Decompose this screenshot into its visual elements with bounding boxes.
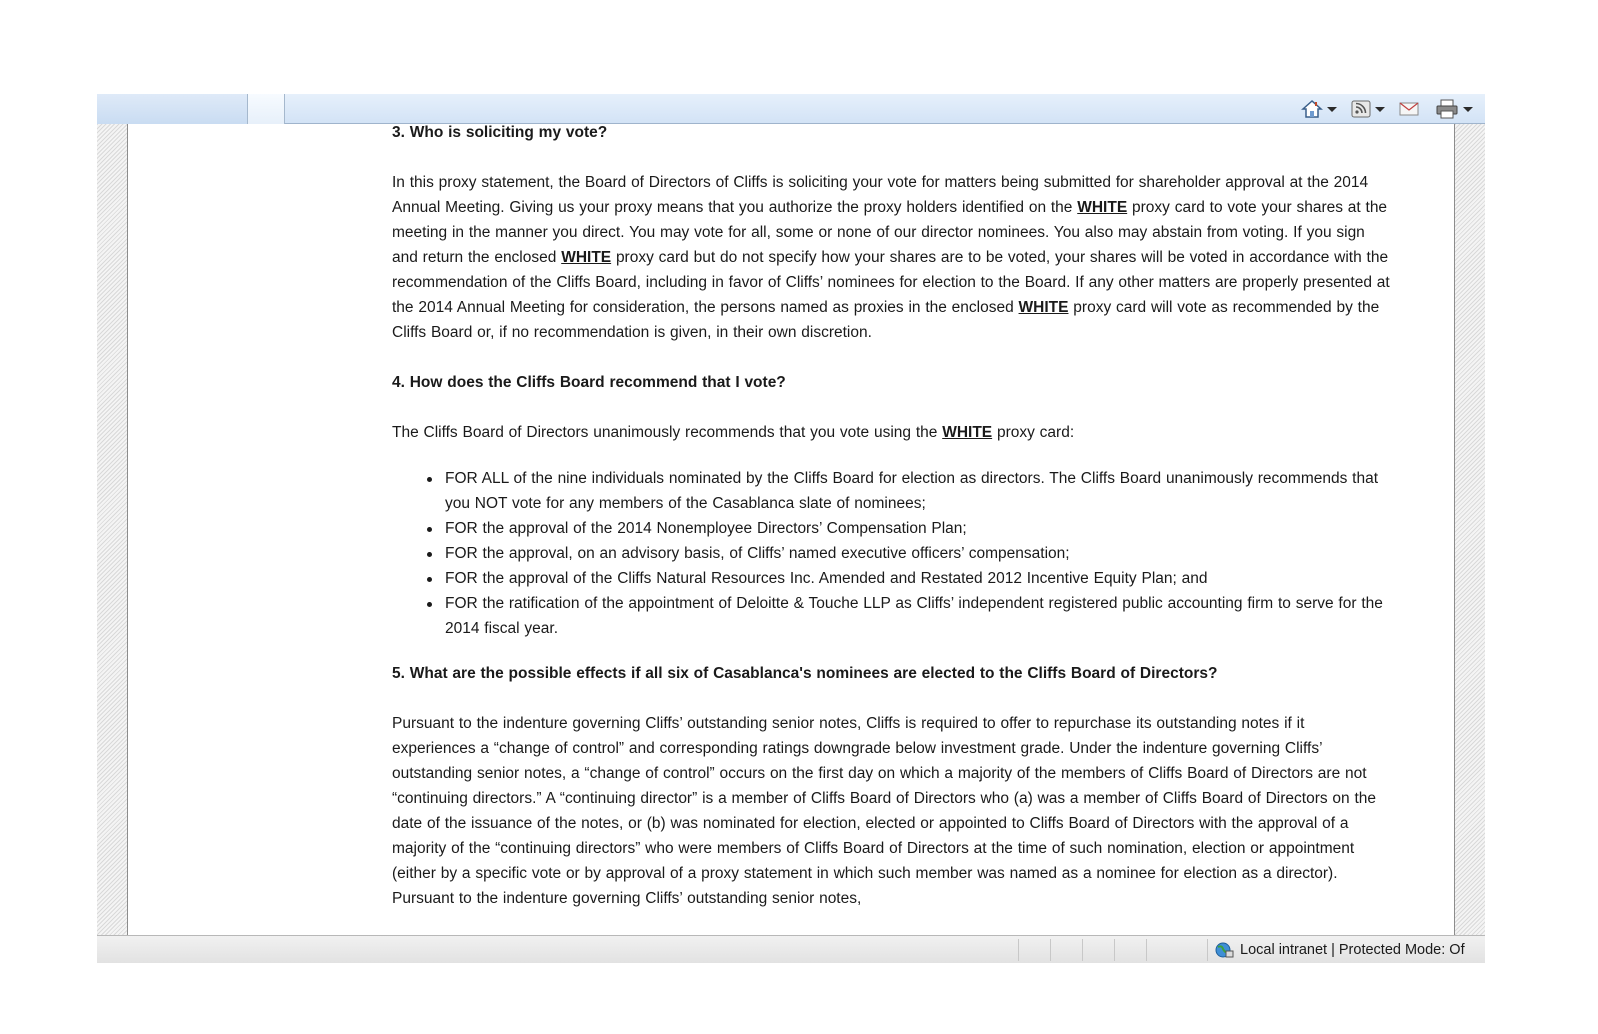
print-icon [1435,99,1459,119]
home-icon [1301,99,1323,119]
section-5-paragraph: Pursuant to the indenture governing Cliffs’ outstanding senior notes, Cliffs is required to offer to repurchase its outstanding notes if it experiences a “change of control” and corresponding ratings downgrade below investment grade. Under the indenture governing Cliffs’ outstanding senior notes, a “change of control” occurs on the first day on which a majority of the members of Cliffs Board of Directors are not “continuing directors.” A “continuing director” is a member of Cliffs Board of Directors who (a) was a member of Cliffs Board of Directors on the date of the issuance of the notes, or (b) was nominated for election, elected or appointed to Cliffs Board of Directors with the approval of a majority of the “continuing directors” who were members of Cliffs Board of Directors at the time of such nomination, election or appointment (either by a specific vote or by approval of a proxy statement in which such member was named as a nominee for election as a director). Pursuant to the indenture governing Cliffs’ outstanding senior notes, [392,715,1377,907]
text-span: proxy card will vote as recommended by the Cliffs Board or, if no recommendation is given, in their own discretion. [392,299,1380,341]
feeds-dropdown-icon[interactable] [1375,107,1385,112]
list-item: FOR the approval of the 2014 Nonemployee Directors’ Compensation Plan; [392,516,1392,541]
status-divider [1207,939,1208,961]
list-item: FOR the ratification of the appointment of Deloitte & Touche LLP as Cliffs’ independent registered public accounting firm to serve for the 2014 fiscal year. [392,591,1392,641]
section-4-intro [392,420,1392,445]
security-zone-label: Local intranet | Protected Mode: Of [1240,942,1465,958]
tab-area [97,94,247,124]
home-dropdown-icon[interactable] [1327,107,1337,112]
status-divider [1018,939,1019,961]
list-item: FOR the approval, on an advisory basis, of Cliffs’ named executive officers’ compensation; [392,541,1392,566]
proxy-statement-document [392,124,1392,911]
section-3-heading: 3. Who is soliciting my vote? [392,124,608,141]
command-icons [1301,98,1473,120]
white-emphasis: WHITE [1018,299,1069,316]
status-bar [97,935,1485,963]
browser-window [97,94,1485,963]
white-emphasis: WHITE [561,249,612,266]
list-item: FOR the approval of the Cliffs Natural Resources Inc. Amended and Restated 2012 Incentive Equity Plan; and [392,566,1392,591]
status-divider [1146,939,1147,961]
status-divider [1114,939,1115,961]
white-emphasis: WHITE [1077,199,1128,216]
left-page-margin [97,124,128,935]
text-span: proxy card to vote your shares at the meeting in the manner you direct. You may vote for all, some or none of our director nominees. You also may abstain from voting. If you sign and return the enclosed [392,199,1388,266]
feeds-icon [1351,100,1371,118]
section-4-heading: 4. How does the Cliffs Board recommend that I vote? [392,374,786,391]
list-item: FOR ALL of the nine individuals nominated by the Cliffs Board for election as directors. The Cliffs Board unanimously recommends that you NOT vote for any members of the Casablanca slate of nominees; [392,466,1392,516]
status-divider [1050,939,1051,961]
recommendation-list [392,466,1392,641]
page-viewport [97,124,1485,935]
status-divider [1082,939,1083,961]
feeds-button[interactable] [1351,100,1385,118]
security-zone[interactable] [1214,940,1465,960]
read-mail-button[interactable] [1399,101,1419,117]
right-page-margin [1454,124,1485,935]
home-button[interactable] [1301,99,1337,119]
section-3-paragraph [392,170,1392,345]
print-dropdown-icon[interactable] [1463,107,1473,112]
white-emphasis: WHITE [942,424,993,441]
text-span: proxy card: [996,424,1075,441]
new-tab-button[interactable] [247,94,285,124]
intranet-globe-icon [1214,941,1234,959]
read-mail-icon [1399,101,1419,117]
text-span: proxy card but do not specify how your shares are to be voted, your shares will be voted in accordance with the recommendation of the Cliffs Board, including in favor of Cliffs’ nominees for election to the Board. If any other matters are properly presented at the 2014 Annual Meeting for consideration, the persons named as proxies in the enclosed [392,249,1390,316]
section-5-heading: 5. What are the possible effects if all six of Casablanca's nominees are elected to the Cliffs Board of Directors? [392,665,1218,682]
text-span: In this proxy statement, the Board of Directors of Cliffs is soliciting your vote for matters being submitted for shareholder approval at the 2014 Annual Meeting. Giving us your proxy means that you authorize the proxy holders identified on the [392,174,1369,216]
text-span: The Cliffs Board of Directors unanimously recommends that you vote using the [392,424,938,441]
print-button[interactable] [1435,99,1473,119]
command-bar [97,94,1485,124]
